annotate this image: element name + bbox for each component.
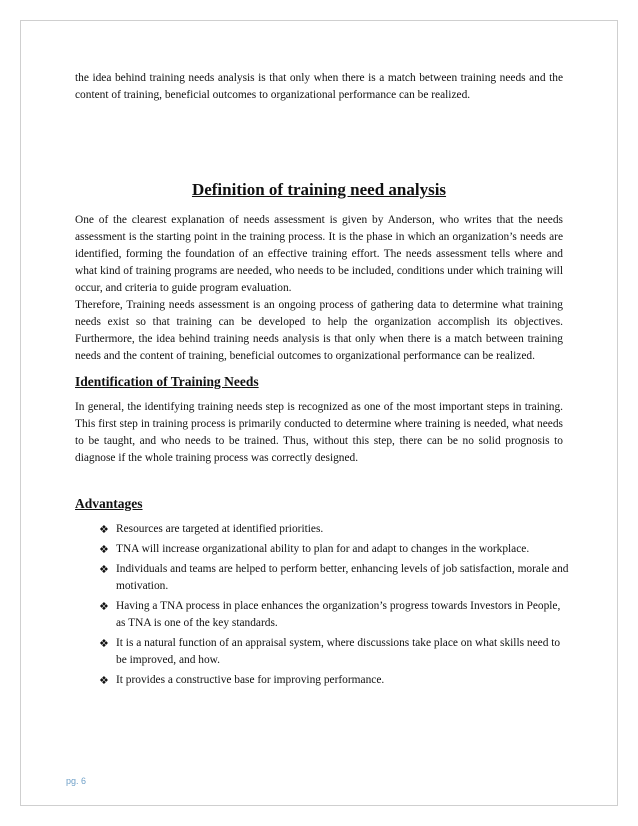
list-item bbox=[99, 521, 569, 538]
list-item bbox=[99, 561, 569, 595]
list-item-text: TNA will increase organizational ability to plan for and adapt to changes in the workplace. bbox=[116, 543, 530, 555]
list-item bbox=[99, 541, 569, 558]
list-item-text: Resources are targeted at identified priorities. bbox=[116, 523, 324, 535]
diamond-bullet-icon: ❖ bbox=[99, 637, 109, 650]
page-number: pg. 6 bbox=[66, 776, 87, 786]
diamond-bullet-icon: ❖ bbox=[99, 523, 109, 536]
advantages-list bbox=[75, 521, 569, 689]
page-title: Definition of training need analysis bbox=[191, 180, 447, 199]
document-body bbox=[75, 70, 569, 692]
list-item-text: It provides a constructive base for improving performance. bbox=[116, 674, 385, 686]
definition-paragraph-2: Therefore, Training needs assessment is an ongoing process of gathering data to determine what training needs exist so that training can be developed to help the organization accomplish its objectives. Furthermore, the idea behind training needs analysis is that only when there is a match between training needs and the content of training, beneficial outcomes to organizational performance can be realized. bbox=[75, 299, 563, 362]
identification-heading: Identification of Training Needs bbox=[75, 374, 259, 389]
diamond-bullet-icon: ❖ bbox=[99, 543, 109, 556]
identification-paragraph: In general, the identifying training needs step is recognized as one of the most important steps in training. This first step in training process is primarily conducted to determine where training is needed, what needs to be taught, and who needs to be trained. Thus, without this step, there can be no solid prognosis to diagnose if the whole training process was correctly designed. bbox=[75, 401, 563, 464]
list-item-text: Individuals and teams are helped to perform better, enhancing levels of job satisfaction, morale and motivation. bbox=[116, 563, 569, 592]
diamond-bullet-icon: ❖ bbox=[99, 563, 109, 576]
list-item bbox=[99, 672, 569, 689]
advantages-heading: Advantages bbox=[75, 496, 143, 511]
list-item-text: It is a natural function of an appraisal system, where discussions take place on what skills need to be improved, and how. bbox=[116, 637, 561, 666]
list-item bbox=[99, 598, 569, 632]
definition-paragraph-1: One of the clearest explanation of needs assessment is given by Anderson, who writes that the needs assessment is the starting point in the training process. It is the phase in which an organization’s needs are identified, forming the foundation of an effective training effort. The needs assessment tells where and what kind of training programs are needed, who needs to be included, conditions under which training will occur, and criteria to guide program evaluation. bbox=[75, 214, 563, 294]
list-item-text: Having a TNA process in place enhances the organization’s progress towards Investors in People, as TNA is one of the key standards. bbox=[116, 600, 561, 629]
intro-paragraph: the idea behind training needs analysis is that only when there is a match between training needs and the content of training, beneficial outcomes to organizational performance can be realized. bbox=[75, 72, 563, 101]
list-item bbox=[99, 635, 569, 669]
diamond-bullet-icon: ❖ bbox=[99, 600, 109, 613]
diamond-bullet-icon: ❖ bbox=[99, 674, 109, 687]
